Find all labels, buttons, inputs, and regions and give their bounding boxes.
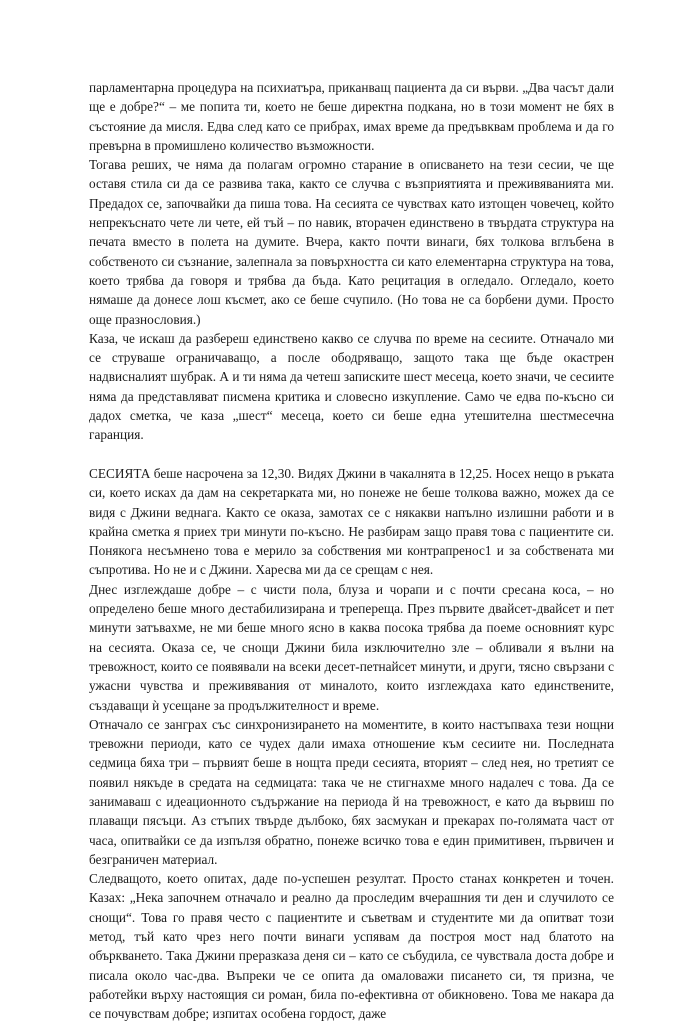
paragraph-6: Отначало се занграх със синхронизирането на моментите, в които настъпваха тези нощни тревожни периоди, като се чудех дали имаха отношение към сесиите ни. Последната седмица бяха три – първият беше в нощта преди сесията, вторият – след нея, но третият се появил някъде в средата на седмицата: така че не стигнахме много надалеч с това. Да се занимаваш с идеационното съдържание на периода й на тревожност, е като да вървиш по плаващи пясъци. Аз стъпих твърде дълбоко, бях засмукан и прекарах по-голямата част от часа, опитвайки се да изпълзя обратно, понеже всичко това е един примитивен, първичен и безграничен материал.: [89, 716, 614, 867]
paragraph-5: Днес изглеждаше добре – с чисти пола, блуза и чорапи и с почти сресана коса, – но определено беше много дестабилизирана и трепереща. През първите двайсет-двайсет и пет минути затъвахме, не ми беше много ясно в каква посока трябва да поеме основният курс на сесията. Оказа се, че снощи Джини била изключително зле – обливали я вълни на тревожност, които се появявали на всеки десет-петнайсет минути, и други, тясно свързани с ужасни чувства и преживявания от миналото, които изглеждаха като единствените, създаващи ѝ усещане за продължителност и време.: [89, 581, 614, 713]
paragraph-4: СЕСИЯТА беше насрочена за 12,30. Видях Джини в чакалнята в 12,25. Носех нещо в ръката си, което исках да дам на секретарката ми, но понеже не беше толкова важно, можех да се видя с Джини веднага. Както се оказа, замотах се с някакви напълно излишни работи и в крайна сметка я приех три минути по-късно. Не разбирам защо правя това с пациентите си. Понякога несъмнено това е мерило за собствения ми контрапренос1 и за собствената ми съпротива. Но не и с Джини. Харесва ми да се срещам с нея.: [89, 465, 614, 578]
section-break: [89, 445, 614, 464]
paragraph-3: Каза, че искаш да разбереш единствено какво се случва по време на сесиите. Отначало ми се струваше ограничаващо, а после ободряващо, защото така ще бъде окастрен надвисналият шубрак. А и ти няма да четеш записките шест месеца, което значи, че сесиите няма да представляват писмена критика и словесно изкупление. Само че едва по-късно си дадох сметка, че каза „шест“ месеца, което си беше една утешителна шестмесечна гаранция.: [89, 330, 614, 443]
paragraph-7: Следващото, което опитах, даде по-успешен резултат. Просто станах конкретен и точен. Казах: „Нека започнем отначало и реално да проследим вчерашния ти ден и случилото се снощи“. Това го правя често с пациентите и съветвам и студентите ми да опитват този метод, тъй като чрез него почти винаги успявам да построя мост над блатото на объркването. Така Джини преразказа деня си – като се събудила, се чувствала доста добре и писала около час-два. Въпреки че се опита да омаловажи писането си, тя призна, че работейки върху настоящия си роман, била по-ефективна от обикновено. Това ме накара да се почувствам добре; изпитах особена гордост, даже: [89, 871, 614, 1022]
paragraph-1: парламентарна процедура на психиатъра, приканващ пациента да си върви. „Два часът дали ще е добре?“ – ме попита ти, което не беше директна подканa, но в този момент не бях в състояние да мисля. Едва след като се прибрах, имах време да предъвквам проблема и да го превърна в промишлено количество възможности.: [89, 80, 614, 153]
paragraph-2: Тогава реших, че няма да полагам огромно старание в описването на тези сесии, че ще оставя стила си да се развива така, както се случва с възприятията и преживяванията ми. Предадох се, започвайки да пиша това. На сесията се чувствах като изтощен човечец, който непрекъснато чете ли чете, ей тъй – по навик, вторачен единствено в твърдата структура на печата вместо в полета на думите. Вчера, както почти винаги, бях толкова вглъбена в собственото си съзнание, залепнала за повърхността си като елементарна структура на това, което трябва да говоря и трябва да бъда. Като рецитация в огледало. Огледало, което нямаше да донесе лош късмет, ако се беше счупило. (Но това не са борбени думи. Просто още празнословия.): [89, 157, 614, 327]
